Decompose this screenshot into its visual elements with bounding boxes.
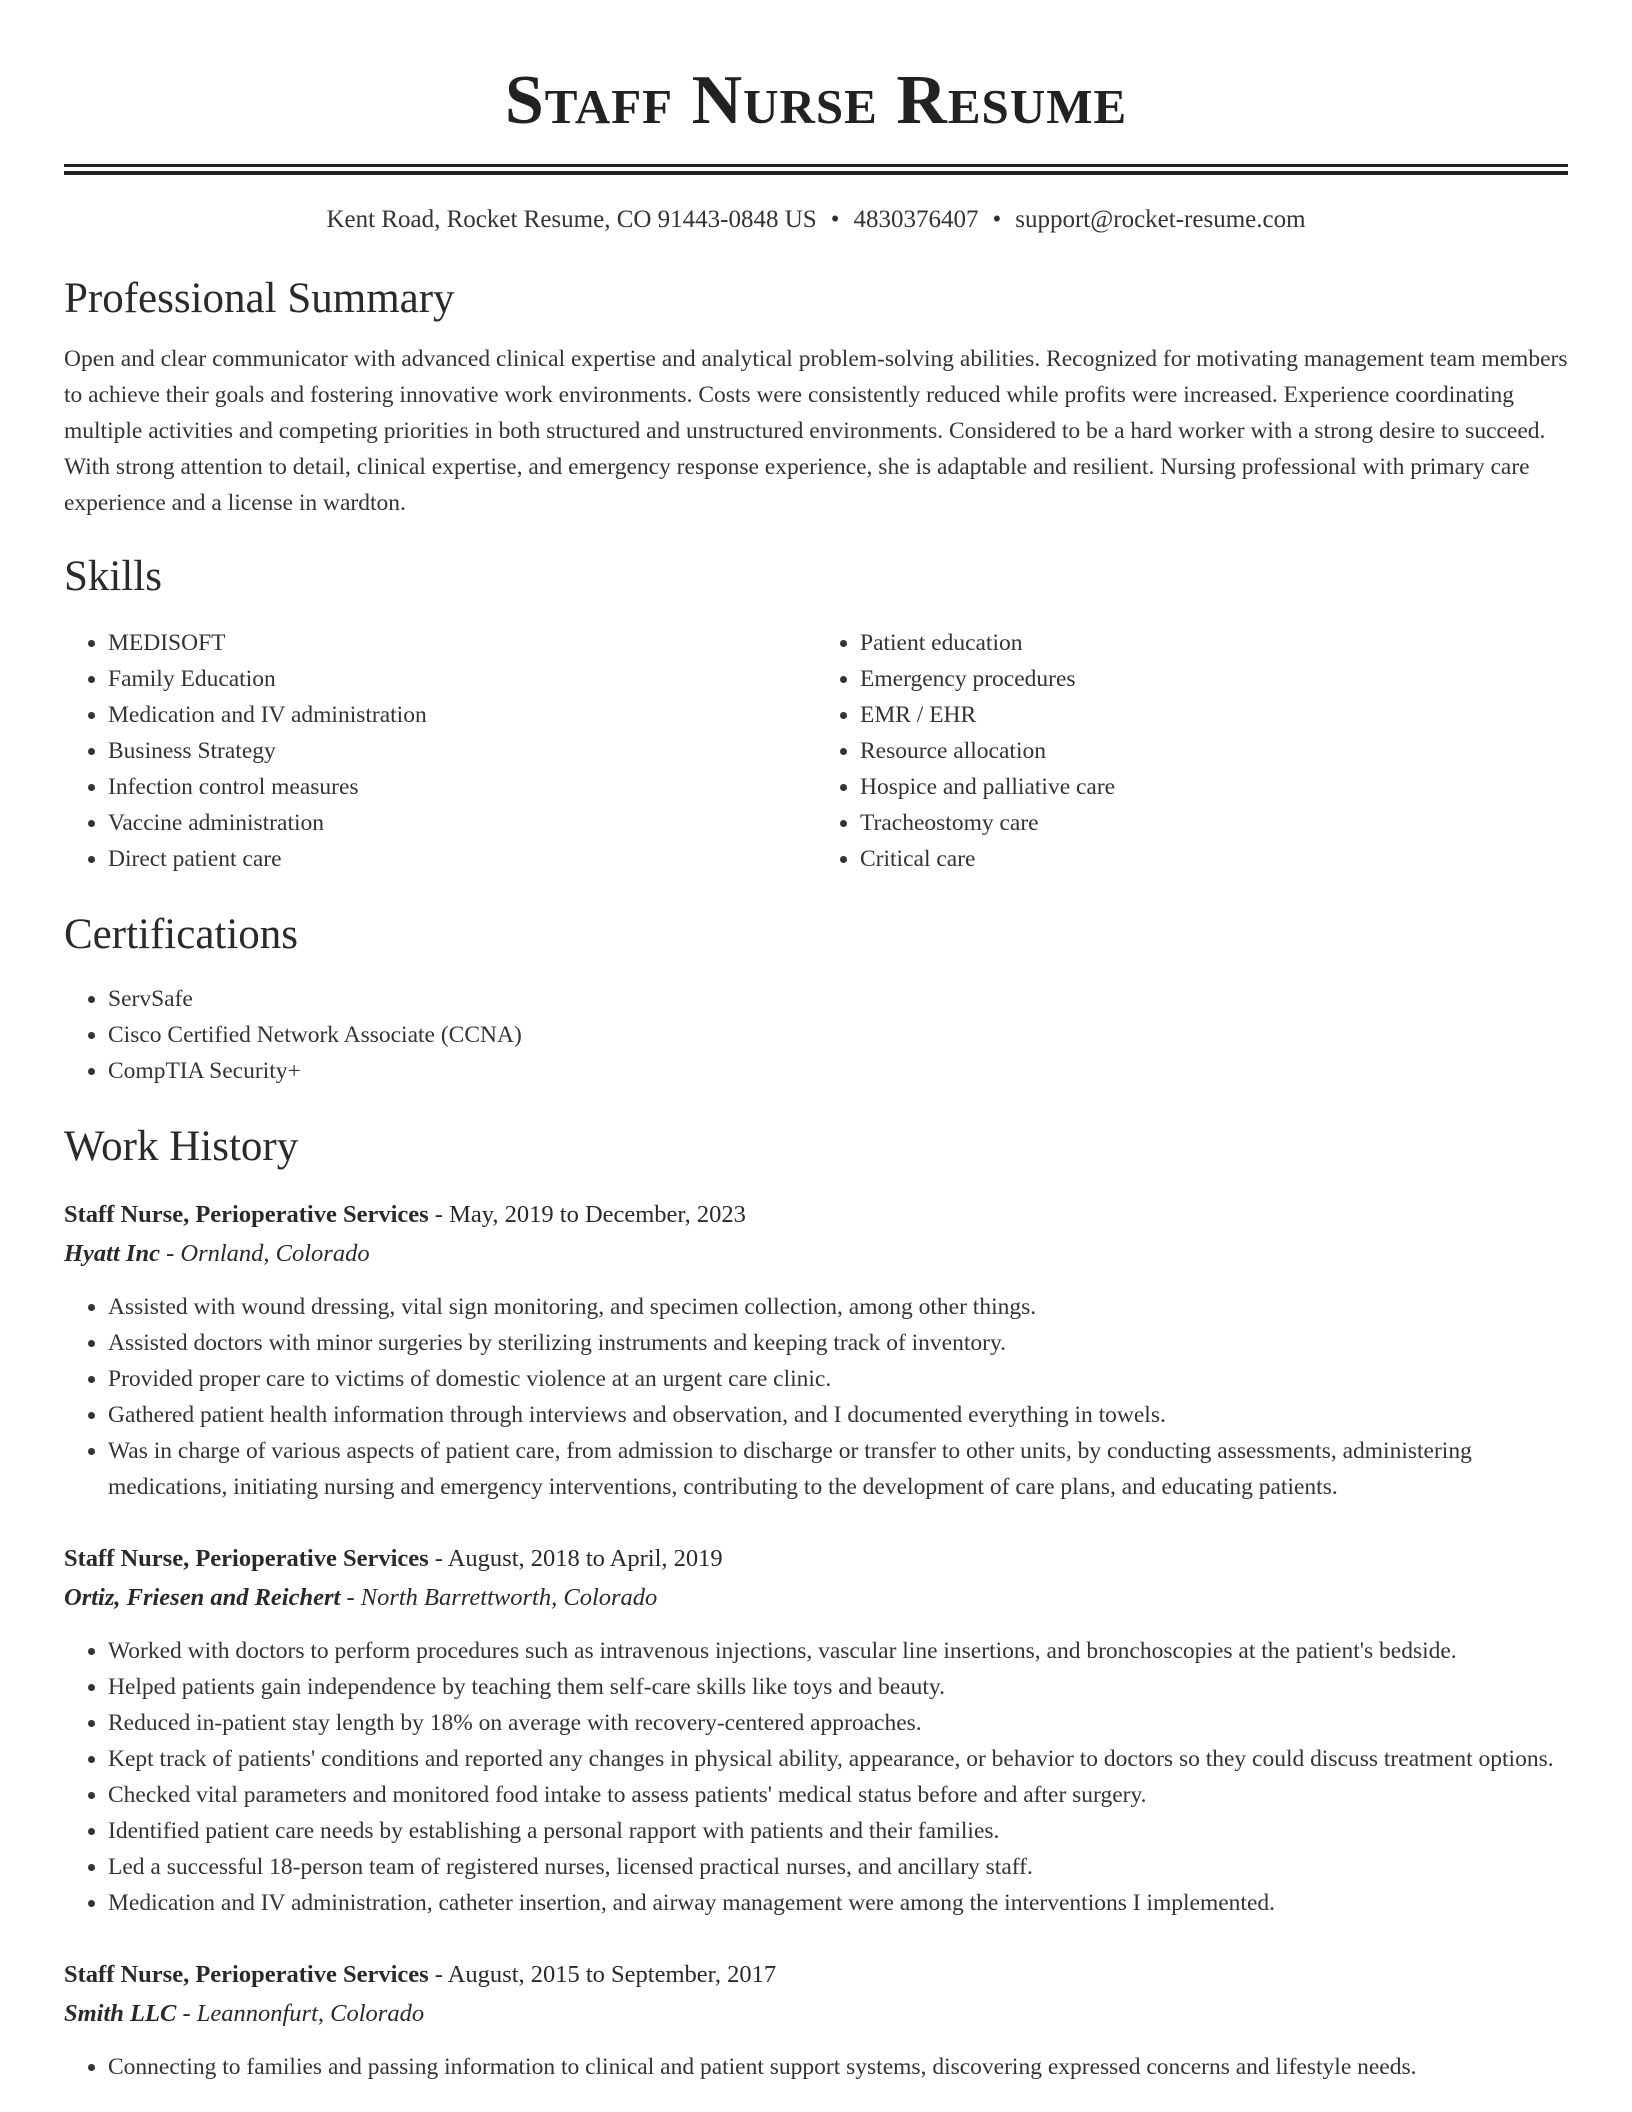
job-company: Smith LLC (64, 2000, 177, 2027)
contact-email: support@rocket-resume.com (1015, 206, 1306, 233)
job-duty-item: • Assisted with wound dressing, vital sign monitoring, and specimen collection, among other things. (108, 1289, 1568, 1325)
job-role: Staff Nurse, Perioperative Services (64, 1961, 429, 1988)
skills-list-right (816, 625, 1568, 877)
job-dates: - August, 2015 to September, 2017 (428, 1961, 777, 1988)
job-role: Staff Nurse, Perioperative Services (64, 1545, 429, 1572)
skills-list-left (64, 625, 816, 877)
contact-separator: • (830, 206, 840, 233)
job-duty-item: • Reduced in-patient stay length by 18% on average with recovery-centered approaches. (108, 1705, 1568, 1741)
skill-item: • EMR / EHR (860, 697, 1568, 733)
job-duty-item: • Kept track of patients' conditions and reported any changes in physical ability, appearance, or behavior to doctors so they could discuss treatment options. (108, 1741, 1568, 1777)
job-location: - Leannonfurt, Colorado (176, 2000, 425, 2027)
skill-item: • Medication and IV administration (108, 697, 816, 733)
contact-address: Kent Road, Rocket Resume, CO 91443-0848 US (326, 206, 817, 233)
job-company: Ortiz, Friesen and Reichert (64, 1584, 341, 1611)
certifications-heading: Certifications (64, 911, 299, 958)
job-company-line (64, 1995, 1568, 2033)
certification-item: • CompTIA Security+ (108, 1053, 1568, 1089)
skill-item: • Business Strategy (108, 733, 816, 769)
skill-item: • Family Education (108, 661, 816, 697)
skill-item: • Emergency procedures (860, 661, 1568, 697)
skill-item: • Critical care (860, 841, 1568, 877)
job-entry (64, 1539, 1568, 1921)
job-entry (64, 1195, 1568, 1505)
skill-item: • Hospice and palliative care (860, 769, 1568, 805)
job-duty-item: • Identified patient care needs by establishing a personal rapport with patients and their families. (108, 1813, 1568, 1849)
skills-columns (64, 625, 1568, 877)
job-duty-item: • Checked vital parameters and monitored food intake to assess patients' medical status before and after surgery. (108, 1777, 1568, 1813)
job-duty-item: • Helped patients gain independence by teaching them self-care skills like toys and beauty. (108, 1669, 1568, 1705)
resume-page (64, 0, 1568, 2085)
skill-item: • Direct patient care (108, 841, 816, 877)
job-duties-list (64, 2049, 1568, 2085)
certification-item: • ServSafe (108, 981, 1568, 1017)
job-dates: - August, 2018 to April, 2019 (428, 1545, 723, 1572)
job-dates: - May, 2019 to December, 2023 (428, 1201, 746, 1228)
job-duty-item: • Provided proper care to victims of domestic violence at an urgent care clinic. (108, 1361, 1568, 1397)
skill-item: • Tracheostomy care (860, 805, 1568, 841)
job-role: Staff Nurse, Perioperative Services (64, 1201, 429, 1228)
certifications-list (64, 981, 1568, 1089)
job-duty-item: • Worked with doctors to perform procedures such as intravenous injections, vascular line insertions, and bronchoscopies at the patient's bedside. (108, 1633, 1568, 1669)
skill-item: • Vaccine administration (108, 805, 816, 841)
job-company-line (64, 1235, 1568, 1273)
skill-item: • Patient education (860, 625, 1568, 661)
job-duty-item: • Led a successful 18-person team of registered nurses, licensed practical nurses, and ancillary staff. (108, 1849, 1568, 1885)
job-title-line (64, 1195, 1568, 1235)
skill-item: • MEDISOFT (108, 625, 816, 661)
job-title-line (64, 1955, 1568, 1995)
job-title-line (64, 1539, 1568, 1579)
job-location: - Ornland, Colorado (159, 1240, 370, 1267)
job-duty-item: • Connecting to families and passing information to clinical and patient support systems, discovering expressed concerns and lifestyle needs. (108, 2049, 1568, 2085)
skill-item: • Resource allocation (860, 733, 1568, 769)
job-duty-item: • Was in charge of various aspects of patient care, from admission to discharge or transfer to other units, by conducting assessments, administering medications, initiating nursing and emergency interventions, contributing to the development of care plans, and educating patients. (108, 1433, 1568, 1505)
job-location: - North Barrettworth, Colorado (340, 1584, 658, 1611)
job-entry (64, 1955, 1568, 2085)
job-duties-list (64, 1633, 1568, 1921)
job-company: Hyatt Inc (64, 1240, 160, 1267)
certification-item: • Cisco Certified Network Associate (CCNA) (108, 1017, 1568, 1053)
work-history-heading: Work History (64, 1123, 299, 1170)
contact-separator: • (992, 206, 1002, 233)
job-duty-item: • Gathered patient health information through interviews and observation, and I documented everything in towels. (108, 1397, 1568, 1433)
skills-heading: Skills (64, 553, 162, 600)
job-duty-item: • Medication and IV administration, catheter insertion, and airway management were among the interventions I implemented. (108, 1885, 1568, 1921)
title-double-rule (64, 164, 1568, 175)
contact-phone: 4830376407 (853, 206, 979, 233)
skill-item: • Infection control measures (108, 769, 816, 805)
professional-summary-heading: Professional Summary (64, 275, 455, 322)
contact-line (64, 205, 1568, 235)
job-duties-list (64, 1289, 1568, 1505)
job-company-line (64, 1579, 1568, 1617)
job-duty-item: • Assisted doctors with minor surgeries by sterilizing instruments and keeping track of inventory. (108, 1325, 1568, 1361)
professional-summary-text: Open and clear communicator with advanced clinical expertise and analytical problem-solving abilities. Recognized for motivating management team members to achieve their goals and fostering innovative work environments. Costs were consistently reduced while profits were increased. Experience coordinating multiple activities and competing priorities in both structured and unstructured environments. Considered to be a hard worker with a strong desire to succeed. With strong attention to detail, clinical expertise, and emergency response experience, she is adaptable and resilient. Nursing professional with primary care experience and a license in wardton. (64, 346, 1568, 516)
page-title: Staff Nurse Resume (504, 62, 1128, 139)
